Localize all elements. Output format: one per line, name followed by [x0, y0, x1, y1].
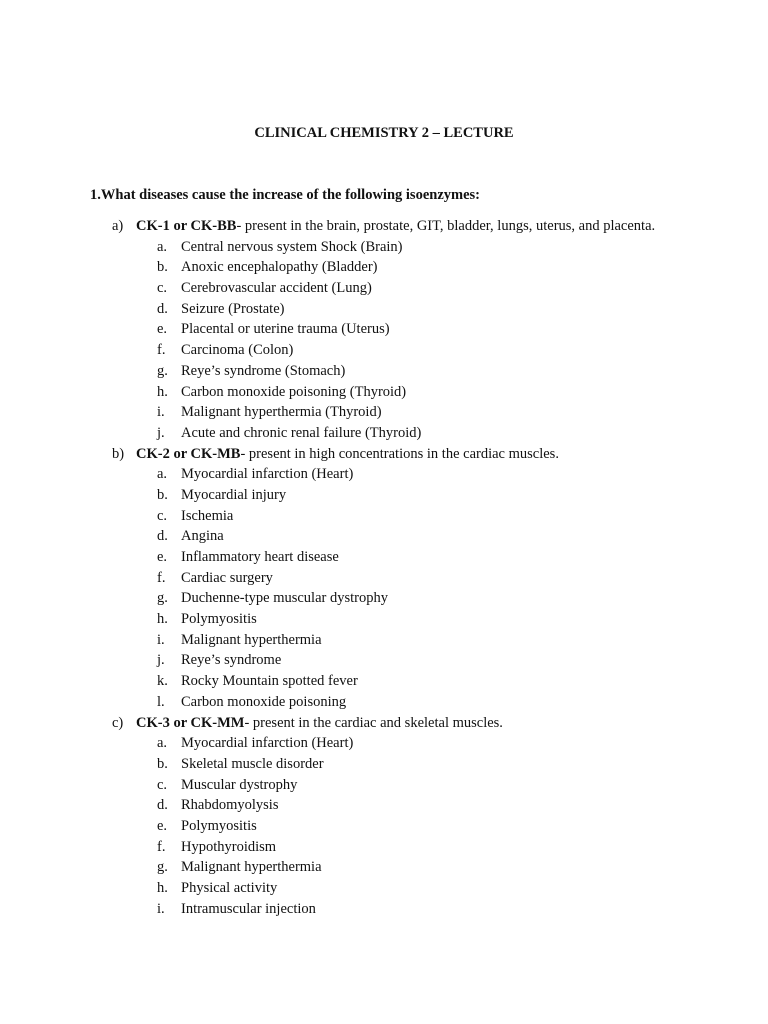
- list-item-marker: f.: [157, 342, 166, 359]
- list-item-text: Seizure (Prostate): [181, 300, 285, 317]
- section-heading: [0, 713, 768, 734]
- list-item: [0, 257, 768, 278]
- list-item-text: Ischemia: [181, 507, 234, 524]
- list-item: [0, 588, 768, 609]
- list-item-text: Hypothyroidism: [181, 838, 277, 855]
- list-item: [0, 775, 768, 796]
- isoenzyme-name: CK-1 or CK-BB: [136, 218, 237, 234]
- section-marker: c): [112, 714, 124, 731]
- list-item-text: Carbon monoxide poisoning: [181, 693, 347, 710]
- list-item-text: Reye’s syndrome: [181, 652, 282, 669]
- list-item: [0, 878, 768, 899]
- list-item: [0, 837, 768, 858]
- list-item: [0, 568, 768, 589]
- section-text: [136, 713, 503, 734]
- list-item-marker: d.: [157, 528, 168, 545]
- list-item: [0, 299, 768, 320]
- list-item-text: Rocky Mountain spotted fever: [181, 673, 358, 690]
- list-item: [0, 382, 768, 403]
- list-item-marker: a.: [157, 735, 168, 752]
- list-item: [0, 857, 768, 878]
- list-item-text: Muscular dystrophy: [181, 776, 298, 793]
- list-item-text: Angina: [181, 528, 224, 545]
- section-marker: b): [112, 445, 125, 462]
- list-item-text: Polymyositis: [181, 817, 257, 834]
- list-item: [0, 816, 768, 837]
- section-marker: a): [112, 218, 124, 234]
- list-item: [0, 361, 768, 382]
- list-item: [0, 795, 768, 816]
- list-item: [0, 547, 768, 568]
- isoenzyme-description: - present in the cardiac and skeletal muscles.: [244, 714, 503, 731]
- list-item: [0, 650, 768, 671]
- list-item-text: Cardiac surgery: [181, 569, 273, 586]
- list-item: [0, 464, 768, 485]
- isoenzyme-name: CK-3 or CK-MM: [136, 714, 245, 731]
- list-item-text: Central nervous system Shock (Brain): [181, 238, 403, 255]
- list-item-text: Rhabdomyolysis: [181, 797, 279, 814]
- page-title: CLINICAL CHEMISTRY 2 – LECTURE: [254, 125, 514, 141]
- list-item: [0, 278, 768, 299]
- list-item: [0, 485, 768, 506]
- isoenzyme-description: - present in the brain, prostate, GIT, bladder, lungs, uterus, and placenta.: [236, 218, 656, 234]
- list-item-marker: f.: [157, 838, 166, 855]
- list-item-text: Intramuscular injection: [181, 900, 316, 917]
- list-item-text: Polymyositis: [181, 611, 257, 628]
- list-item-marker: d.: [157, 300, 168, 317]
- list-item-marker: j.: [157, 424, 165, 441]
- list-item-marker: f.: [157, 569, 166, 586]
- list-item-text: Carbon monoxide poisoning (Thyroid): [181, 383, 407, 400]
- list-item-text: Anoxic encephalopathy (Bladder): [181, 259, 378, 276]
- list-item-marker: b.: [157, 486, 168, 503]
- list-item-marker: b.: [157, 755, 168, 772]
- list-item: [0, 423, 768, 444]
- list-item-marker: e.: [157, 549, 168, 565]
- list-item-marker: h.: [157, 611, 168, 628]
- list-item-marker: h.: [157, 383, 168, 400]
- list-item-marker: j.: [157, 652, 165, 669]
- list-item-text: Physical activity: [181, 880, 278, 896]
- list-item-marker: g.: [157, 362, 168, 379]
- list-item-text: Malignant hyperthermia (Thyroid): [181, 404, 382, 421]
- list-item-marker: g.: [157, 859, 168, 876]
- list-item-text: Myocardial infarction (Heart): [181, 466, 354, 483]
- section-heading: [0, 216, 768, 237]
- list-item-marker: e.: [157, 817, 168, 834]
- list-item: [0, 402, 768, 423]
- list-item-text: Duchenne-type muscular dystrophy: [181, 590, 388, 607]
- list-item: [0, 506, 768, 527]
- list-item: [0, 692, 768, 713]
- list-item-marker: i.: [157, 900, 165, 917]
- section-text: [136, 216, 655, 237]
- list-item-text: Cerebrovascular accident (Lung): [181, 280, 372, 297]
- list-item-marker: g.: [157, 590, 168, 607]
- list-item-marker: l.: [157, 693, 165, 710]
- list-item-text: Placental or uterine trauma (Uterus): [181, 321, 390, 338]
- question-heading: 1.What diseases cause the increase of the following isoenzymes:: [90, 187, 480, 203]
- list-item-text: Myocardial injury: [181, 486, 287, 503]
- list-item: [0, 671, 768, 692]
- list-item-marker: k.: [157, 673, 168, 690]
- list-item-marker: a.: [157, 238, 168, 255]
- list-item-marker: d.: [157, 797, 168, 814]
- isoenzyme-name: CK-2 or CK-MB: [136, 445, 241, 462]
- list-item: [0, 609, 768, 630]
- list-item-marker: b.: [157, 259, 168, 276]
- section-heading: [0, 444, 768, 465]
- list-item: [0, 754, 768, 775]
- list-item-marker: c.: [157, 776, 168, 793]
- list-item-marker: h.: [157, 880, 168, 896]
- list-item-text: Malignant hyperthermia: [181, 631, 322, 648]
- list-item: [0, 340, 768, 361]
- list-item-text: Acute and chronic renal failure (Thyroid): [181, 424, 422, 441]
- list-item-marker: c.: [157, 280, 168, 297]
- list-item: [0, 237, 768, 258]
- isoenzyme-sections: [0, 216, 768, 919]
- list-item-text: Inflammatory heart disease: [181, 549, 339, 565]
- list-item-marker: i.: [157, 404, 165, 421]
- section-text: [136, 444, 559, 465]
- list-item: [0, 526, 768, 547]
- list-item-text: Reye’s syndrome (Stomach): [181, 362, 346, 379]
- list-item-marker: a.: [157, 466, 168, 483]
- list-item-marker: e.: [157, 321, 168, 338]
- isoenzyme-description: - present in high concentrations in the cardiac muscles.: [240, 445, 559, 462]
- list-item-text: Myocardial infarction (Heart): [181, 735, 354, 752]
- list-item: [0, 319, 768, 340]
- list-item-marker: i.: [157, 631, 165, 648]
- list-item-text: Malignant hyperthermia: [181, 859, 322, 876]
- list-item: [0, 733, 768, 754]
- list-item-marker: c.: [157, 507, 168, 524]
- list-item: [0, 630, 768, 651]
- list-item-text: Skeletal muscle disorder: [181, 755, 324, 772]
- list-item: [0, 899, 768, 920]
- list-item-text: Carcinoma (Colon): [181, 342, 294, 359]
